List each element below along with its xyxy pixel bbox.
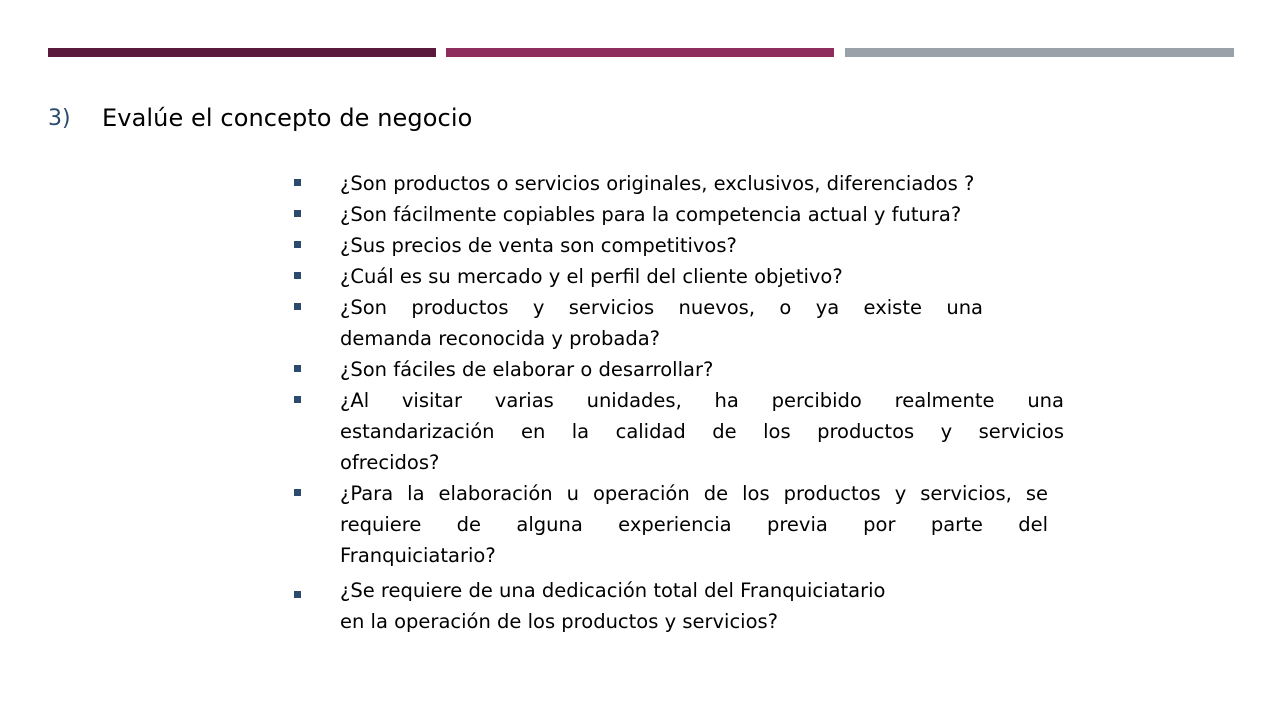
header-accent-bars — [48, 48, 1234, 57]
accent-bar-dark-purple — [48, 48, 436, 57]
list-item-line: Franquiciatario? — [340, 544, 496, 567]
heading-number: 3) — [48, 105, 71, 131]
list-item — [292, 168, 1064, 199]
accent-bar-gray — [845, 48, 1234, 57]
square-bullet-icon — [294, 303, 301, 310]
question-list — [292, 168, 1064, 637]
list-item-line: ¿Son productos o servicios originales, exclusivos, diferenciados ? — [340, 172, 975, 195]
list-item — [292, 230, 1064, 261]
square-bullet-icon — [294, 210, 301, 217]
square-bullet-icon — [294, 241, 301, 248]
list-item-line: estandarización en la calidad de los productos y servicios — [340, 420, 1064, 443]
list-item — [292, 575, 1064, 637]
list-item-line: ¿Al visitar varias unidades, ha percibido realmente una — [340, 389, 1064, 412]
list-item-line: ¿Para la elaboración u operación de los productos y servicios, se — [340, 482, 1048, 505]
heading-title: Evalúe el concepto de negocio — [102, 104, 473, 132]
square-bullet-icon — [294, 591, 301, 598]
list-item — [292, 261, 1064, 292]
list-item-line: en la operación de los productos y servicios? — [340, 610, 779, 633]
list-item-line: ¿Sus precios de venta son competitivos? — [340, 234, 737, 257]
list-item-line: demanda reconocida y probada? — [340, 327, 661, 350]
list-item-line: ¿Son productos y servicios nuevos, o ya existe una — [340, 296, 983, 319]
list-item-line: ¿Se requiere de una dedicación total del Franquiciatario — [340, 579, 886, 602]
list-item — [292, 199, 1064, 230]
list-item-line: ofrecidos? — [340, 451, 440, 474]
section-heading — [48, 100, 472, 136]
list-item-line: requiere de alguna experiencia previa por parte del — [340, 513, 1048, 536]
list-item — [292, 385, 1064, 478]
square-bullet-icon — [294, 365, 301, 372]
list-item — [292, 478, 1064, 571]
square-bullet-icon — [294, 489, 301, 496]
square-bullet-icon — [294, 396, 301, 403]
list-item — [292, 354, 1064, 385]
list-item-line: ¿Son fáciles de elaborar o desarrollar? — [340, 358, 714, 381]
accent-bar-magenta — [446, 48, 834, 57]
list-item — [292, 292, 1064, 354]
square-bullet-icon — [294, 179, 301, 186]
square-bullet-icon — [294, 272, 301, 279]
list-item-line: ¿Cuál es su mercado y el perfil del cliente objetivo? — [340, 265, 843, 288]
list-item-line: ¿Son fácilmente copiables para la competencia actual y futura? — [340, 203, 962, 226]
